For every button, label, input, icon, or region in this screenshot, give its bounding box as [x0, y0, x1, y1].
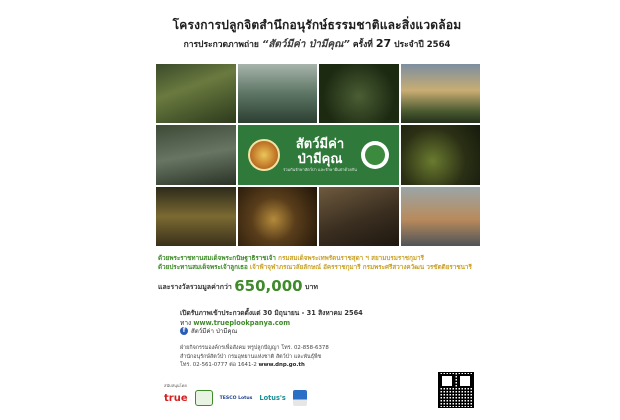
qr-code-icon [438, 372, 474, 408]
subtitle-year: 2564 [426, 40, 451, 50]
department-seal-icon [248, 139, 280, 171]
contact-line-3 [180, 361, 329, 370]
photo-water-birds [401, 187, 481, 246]
subtitle-round-suffix: ประจำปี [394, 40, 424, 50]
contact-line-2: สำนักอนุรักษ์สัตว์ป่า กรมอุทยานแห่งชาติ สัตว์ป่า และพันธุ์พืช [180, 353, 322, 360]
contact-info [180, 344, 329, 370]
contact-line-1: ฝ่ายกิจกรรมองค์กรเพื่อสังคม ทรูปลูกปัญญา โทร. 02-858-6378 [180, 345, 329, 351]
subtitle-prefix: การประกวดภาพถ่าย [183, 40, 259, 50]
subtitle-round-prefix: ครั้งที่ [352, 40, 373, 50]
lotuss-logo: Lotus's [259, 394, 286, 402]
campaign-logo-panel [238, 125, 399, 184]
poster-subtitle [152, 37, 482, 52]
photo-mountain-landscape [401, 64, 481, 123]
patronage-line-2 [158, 263, 478, 272]
facebook-line[interactable] [180, 326, 237, 336]
patronage-line-2-green: ด้วยประทานสมเด็จพระเจ้าลูกเธอ [158, 264, 248, 271]
sponsor-label: สนับสนุนโดย [164, 383, 187, 388]
dnp-logo-icon [195, 390, 213, 406]
logo-line-2: ป่ามีคุณ [297, 151, 343, 167]
prize-amount: 650,000 [234, 277, 303, 295]
subtitle-round-number: 27 [375, 37, 392, 50]
submission-url-link[interactable]: www.trueplookpanya.com [193, 319, 291, 327]
photo-swamp-forest [156, 187, 236, 246]
photo-birds-flight [238, 187, 318, 246]
submission-period: เปิดรับภาพเข้าประกวดตั้งแต่ 30 มิถุนายน - 31 สิงหาคม 2564 [180, 309, 363, 317]
cp-logo-icon [361, 141, 389, 169]
poster-title: โครงการปลูกจิตสำนึกอนุรักษ์ธรรมชาติและสิ่งแวดล้อม [172, 18, 462, 32]
photo-grid [156, 64, 480, 246]
logo-line-1: สัตว์มีค่า [295, 136, 345, 152]
campaign-logo-text [280, 137, 361, 173]
tesco-lotus-logo: TESCO Lotus [219, 395, 253, 401]
photo-deer [319, 187, 399, 246]
dnp-url-link[interactable]: www.dnp.go.th [258, 362, 305, 369]
true-logo: true [164, 392, 188, 404]
logo-tagline: ร่วมกันรักษาสัตว์ป่า และรักษาผืนป่าด้วยกัน [283, 166, 357, 172]
prize-suffix: บาท [305, 283, 319, 291]
photo-turtle [319, 64, 399, 123]
patronage-line-1-green: ด้วยพระราชทานสมเด็จพระกนิษฐาธิราชเจ้า [158, 255, 276, 262]
facebook-page-label: สัตว์มีค่า ป่ามีคุณ [191, 328, 238, 335]
patronage-line-1 [158, 254, 478, 263]
contact-phone: โทร. 02-561-0777 ต่อ 1641-2 [180, 362, 257, 369]
prize-prefix: และรางวัลรวมมูลค่ากว่า [158, 283, 232, 291]
subtitle-quote: “สัตว์มีค่า ป่ามีคุณ” [261, 39, 350, 50]
photo-pitcher-plants [401, 125, 481, 184]
patronage-line-2-gold: เจ้าฟ้าจุฬาภรณวลัยลักษณ์ อัครราชกุมารี กรมพระศรีสวางควัฒน วรขัตติยราชนารี [247, 264, 472, 271]
patronage-line-1-gold: กรมสมเด็จพระเทพรัตนราชสุดา ฯ สยามบรมราชกุมารี [275, 255, 424, 262]
photo-misty-forest [238, 64, 318, 123]
sponsor-logos [164, 390, 307, 406]
patronage-text [158, 254, 478, 272]
cpbaf-logo-icon [293, 390, 307, 406]
submission-via: ทาง [180, 319, 192, 327]
contest-poster [152, 6, 482, 416]
photo-leopard [156, 64, 236, 123]
photo-cormorant [156, 125, 236, 184]
facebook-icon: f [180, 327, 188, 335]
prize-text [158, 277, 318, 295]
